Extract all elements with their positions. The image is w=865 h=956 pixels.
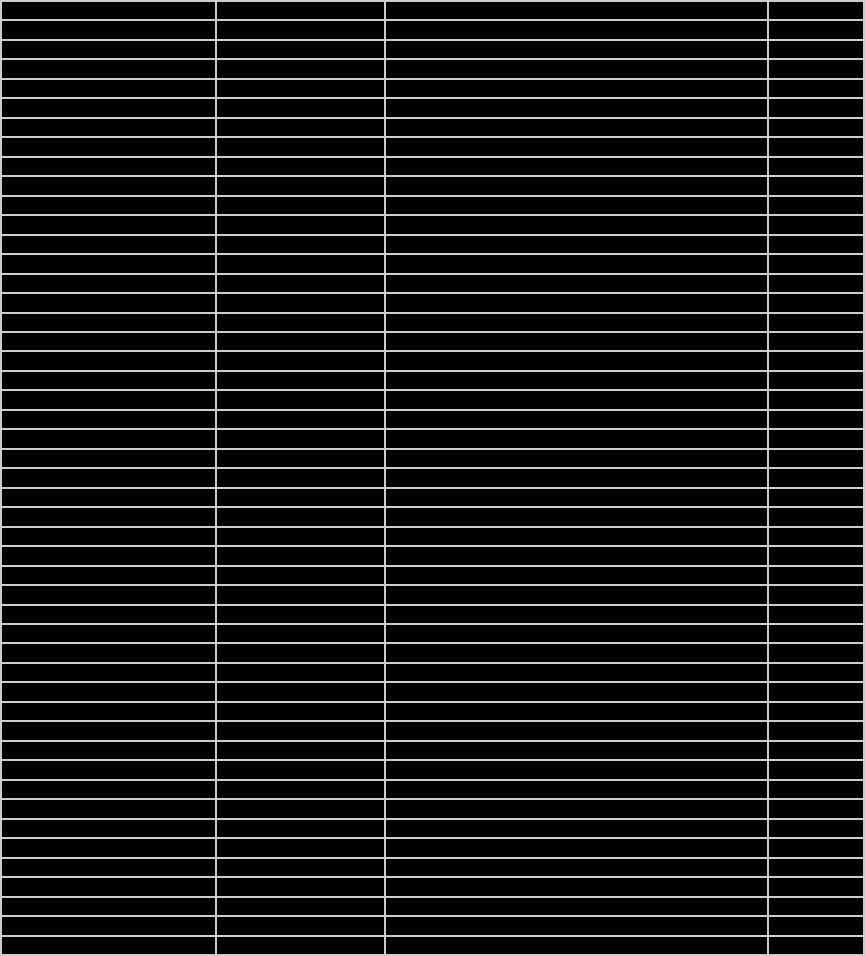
table-cell-r38-c3[interactable] [386, 722, 767, 739]
table-cell-r49-c3[interactable] [386, 937, 767, 954]
table-cell-r32-c3[interactable] [386, 606, 767, 623]
table-cell-r31-c2[interactable] [217, 586, 384, 603]
table-cell-r29-c2[interactable] [217, 547, 384, 564]
table-cell-r20-c1[interactable] [2, 372, 215, 389]
table-cell-r49-c1[interactable] [2, 937, 215, 954]
table-cell-r26-c3[interactable] [386, 489, 767, 506]
table-cell-r39-c3[interactable] [386, 742, 767, 759]
table-cell-r7-c2[interactable] [217, 119, 384, 136]
table-cell-r31-c3[interactable] [386, 586, 767, 603]
table-cell-r40-c3[interactable] [386, 761, 767, 778]
table-cell-r47-c3[interactable] [386, 898, 767, 915]
table-cell-r14-c3[interactable] [386, 255, 767, 272]
table-cell-r26-c2[interactable] [217, 489, 384, 506]
table-cell-r26-c1[interactable] [2, 489, 215, 506]
table-cell-r24-c2[interactable] [217, 450, 384, 467]
table-cell-r9-c4[interactable] [769, 158, 863, 175]
table-cell-r1-c2[interactable] [217, 2, 384, 19]
table-cell-r1-c1[interactable] [2, 2, 215, 19]
table-cell-r11-c2[interactable] [217, 197, 384, 214]
table-cell-r1-c3[interactable] [386, 2, 767, 19]
table-cell-r46-c1[interactable] [2, 878, 215, 895]
table-cell-r23-c1[interactable] [2, 430, 215, 447]
table-cell-r27-c4[interactable] [769, 508, 863, 525]
table-cell-r30-c2[interactable] [217, 567, 384, 584]
table-cell-r28-c3[interactable] [386, 528, 767, 545]
table-cell-r42-c1[interactable] [2, 800, 215, 817]
table-cell-r6-c3[interactable] [386, 99, 767, 116]
table-cell-r17-c4[interactable] [769, 314, 863, 331]
table-cell-r33-c1[interactable] [2, 625, 215, 642]
table-cell-r20-c2[interactable] [217, 372, 384, 389]
table-cell-r12-c2[interactable] [217, 216, 384, 233]
table-cell-r15-c4[interactable] [769, 275, 863, 292]
table-cell-r45-c1[interactable] [2, 859, 215, 876]
table-cell-r35-c3[interactable] [386, 664, 767, 681]
table-cell-r39-c1[interactable] [2, 742, 215, 759]
table-cell-r40-c2[interactable] [217, 761, 384, 778]
table-cell-r32-c4[interactable] [769, 606, 863, 623]
table-cell-r21-c2[interactable] [217, 391, 384, 408]
table-cell-r25-c1[interactable] [2, 469, 215, 486]
table-cell-r46-c2[interactable] [217, 878, 384, 895]
table-cell-r49-c4[interactable] [769, 937, 863, 954]
table-cell-r38-c2[interactable] [217, 722, 384, 739]
table-cell-r36-c2[interactable] [217, 683, 384, 700]
table-cell-r46-c3[interactable] [386, 878, 767, 895]
table-cell-r2-c1[interactable] [2, 21, 215, 38]
table-cell-r48-c1[interactable] [2, 917, 215, 934]
table-cell-r9-c2[interactable] [217, 158, 384, 175]
table-cell-r12-c3[interactable] [386, 216, 767, 233]
table-cell-r12-c4[interactable] [769, 216, 863, 233]
table-cell-r4-c1[interactable] [2, 60, 215, 77]
table-cell-r39-c2[interactable] [217, 742, 384, 759]
table-cell-r35-c2[interactable] [217, 664, 384, 681]
table-cell-r37-c3[interactable] [386, 703, 767, 720]
table-cell-r28-c4[interactable] [769, 528, 863, 545]
table-cell-r11-c4[interactable] [769, 197, 863, 214]
table-cell-r21-c3[interactable] [386, 391, 767, 408]
table-cell-r18-c1[interactable] [2, 333, 215, 350]
table-cell-r37-c2[interactable] [217, 703, 384, 720]
table-cell-r48-c4[interactable] [769, 917, 863, 934]
table-cell-r39-c4[interactable] [769, 742, 863, 759]
table-cell-r45-c2[interactable] [217, 859, 384, 876]
table-cell-r42-c3[interactable] [386, 800, 767, 817]
table-cell-r38-c1[interactable] [2, 722, 215, 739]
table-cell-r8-c1[interactable] [2, 138, 215, 155]
table-cell-r40-c1[interactable] [2, 761, 215, 778]
table-cell-r31-c4[interactable] [769, 586, 863, 603]
table-cell-r23-c2[interactable] [217, 430, 384, 447]
table-cell-r45-c3[interactable] [386, 859, 767, 876]
table-cell-r10-c1[interactable] [2, 177, 215, 194]
table-cell-r19-c4[interactable] [769, 352, 863, 369]
table-cell-r33-c4[interactable] [769, 625, 863, 642]
table-cell-r37-c1[interactable] [2, 703, 215, 720]
table-cell-r43-c2[interactable] [217, 820, 384, 837]
table-cell-r28-c1[interactable] [2, 528, 215, 545]
table-cell-r30-c4[interactable] [769, 567, 863, 584]
table-cell-r29-c3[interactable] [386, 547, 767, 564]
table-cell-r25-c3[interactable] [386, 469, 767, 486]
table-cell-r10-c3[interactable] [386, 177, 767, 194]
table-cell-r14-c2[interactable] [217, 255, 384, 272]
table-cell-r44-c2[interactable] [217, 839, 384, 856]
table-cell-r43-c3[interactable] [386, 820, 767, 837]
table-cell-r23-c3[interactable] [386, 430, 767, 447]
table-cell-r19-c1[interactable] [2, 352, 215, 369]
table-cell-r16-c4[interactable] [769, 294, 863, 311]
table-cell-r3-c4[interactable] [769, 41, 863, 58]
table-cell-r26-c4[interactable] [769, 489, 863, 506]
table-cell-r35-c4[interactable] [769, 664, 863, 681]
table-cell-r16-c2[interactable] [217, 294, 384, 311]
table-cell-r45-c4[interactable] [769, 859, 863, 876]
table-cell-r25-c2[interactable] [217, 469, 384, 486]
table-cell-r24-c1[interactable] [2, 450, 215, 467]
table-cell-r21-c1[interactable] [2, 391, 215, 408]
table-cell-r44-c3[interactable] [386, 839, 767, 856]
table-cell-r4-c4[interactable] [769, 60, 863, 77]
table-cell-r18-c3[interactable] [386, 333, 767, 350]
table-cell-r27-c3[interactable] [386, 508, 767, 525]
table-cell-r11-c3[interactable] [386, 197, 767, 214]
table-cell-r3-c1[interactable] [2, 41, 215, 58]
table-cell-r44-c1[interactable] [2, 839, 215, 856]
table-cell-r44-c4[interactable] [769, 839, 863, 856]
table-cell-r43-c4[interactable] [769, 820, 863, 837]
table-cell-r4-c2[interactable] [217, 60, 384, 77]
table-cell-r28-c2[interactable] [217, 528, 384, 545]
table-cell-r20-c4[interactable] [769, 372, 863, 389]
table-cell-r7-c3[interactable] [386, 119, 767, 136]
table-cell-r10-c2[interactable] [217, 177, 384, 194]
table-cell-r13-c4[interactable] [769, 236, 863, 253]
table-cell-r29-c1[interactable] [2, 547, 215, 564]
table-cell-r21-c4[interactable] [769, 391, 863, 408]
table-cell-r41-c1[interactable] [2, 781, 215, 798]
table-cell-r43-c1[interactable] [2, 820, 215, 837]
table-cell-r42-c4[interactable] [769, 800, 863, 817]
table-cell-r15-c2[interactable] [217, 275, 384, 292]
table-cell-r13-c1[interactable] [2, 236, 215, 253]
table-cell-r22-c2[interactable] [217, 411, 384, 428]
table-cell-r29-c4[interactable] [769, 547, 863, 564]
table-cell-r3-c3[interactable] [386, 41, 767, 58]
table-cell-r33-c2[interactable] [217, 625, 384, 642]
table-cell-r25-c4[interactable] [769, 469, 863, 486]
table-cell-r14-c4[interactable] [769, 255, 863, 272]
table-cell-r12-c1[interactable] [2, 216, 215, 233]
table-cell-r8-c2[interactable] [217, 138, 384, 155]
table-cell-r19-c2[interactable] [217, 352, 384, 369]
table-cell-r6-c4[interactable] [769, 99, 863, 116]
table-cell-r48-c2[interactable] [217, 917, 384, 934]
table-cell-r36-c1[interactable] [2, 683, 215, 700]
table-cell-r15-c1[interactable] [2, 275, 215, 292]
table-cell-r20-c3[interactable] [386, 372, 767, 389]
table-cell-r34-c4[interactable] [769, 644, 863, 661]
table-cell-r27-c2[interactable] [217, 508, 384, 525]
table-cell-r11-c1[interactable] [2, 197, 215, 214]
table-cell-r18-c4[interactable] [769, 333, 863, 350]
table-cell-r9-c3[interactable] [386, 158, 767, 175]
table-cell-r30-c3[interactable] [386, 567, 767, 584]
table-cell-r4-c3[interactable] [386, 60, 767, 77]
table-cell-r16-c1[interactable] [2, 294, 215, 311]
table-cell-r23-c4[interactable] [769, 430, 863, 447]
table-cell-r13-c2[interactable] [217, 236, 384, 253]
table-cell-r8-c4[interactable] [769, 138, 863, 155]
table-cell-r34-c3[interactable] [386, 644, 767, 661]
table-cell-r46-c4[interactable] [769, 878, 863, 895]
table-cell-r16-c3[interactable] [386, 294, 767, 311]
table-cell-r13-c3[interactable] [386, 236, 767, 253]
table-cell-r34-c1[interactable] [2, 644, 215, 661]
table-cell-r7-c1[interactable] [2, 119, 215, 136]
table-cell-r3-c2[interactable] [217, 41, 384, 58]
table-cell-r33-c3[interactable] [386, 625, 767, 642]
table-cell-r41-c3[interactable] [386, 781, 767, 798]
table-cell-r8-c3[interactable] [386, 138, 767, 155]
table-cell-r6-c2[interactable] [217, 99, 384, 116]
table-cell-r49-c2[interactable] [217, 937, 384, 954]
table-cell-r32-c2[interactable] [217, 606, 384, 623]
table-cell-r42-c2[interactable] [217, 800, 384, 817]
table-cell-r1-c4[interactable] [769, 2, 863, 19]
table-cell-r5-c4[interactable] [769, 80, 863, 97]
table-cell-r36-c4[interactable] [769, 683, 863, 700]
table-cell-r41-c2[interactable] [217, 781, 384, 798]
table-cell-r38-c4[interactable] [769, 722, 863, 739]
table-cell-r47-c4[interactable] [769, 898, 863, 915]
table-cell-r22-c1[interactable] [2, 411, 215, 428]
table-cell-r34-c2[interactable] [217, 644, 384, 661]
table-cell-r9-c1[interactable] [2, 158, 215, 175]
table-cell-r22-c4[interactable] [769, 411, 863, 428]
table-cell-r14-c1[interactable] [2, 255, 215, 272]
table-cell-r36-c3[interactable] [386, 683, 767, 700]
table-cell-r2-c2[interactable] [217, 21, 384, 38]
table-cell-r47-c1[interactable] [2, 898, 215, 915]
table-cell-r17-c2[interactable] [217, 314, 384, 331]
table-cell-r5-c1[interactable] [2, 80, 215, 97]
table-cell-r5-c3[interactable] [386, 80, 767, 97]
table-cell-r17-c3[interactable] [386, 314, 767, 331]
table-cell-r24-c4[interactable] [769, 450, 863, 467]
table-cell-r7-c4[interactable] [769, 119, 863, 136]
table-cell-r18-c2[interactable] [217, 333, 384, 350]
table-cell-r32-c1[interactable] [2, 606, 215, 623]
table-cell-r35-c1[interactable] [2, 664, 215, 681]
table-cell-r6-c1[interactable] [2, 99, 215, 116]
table-cell-r10-c4[interactable] [769, 177, 863, 194]
table-cell-r5-c2[interactable] [217, 80, 384, 97]
table-cell-r19-c3[interactable] [386, 352, 767, 369]
table-cell-r37-c4[interactable] [769, 703, 863, 720]
table-cell-r48-c3[interactable] [386, 917, 767, 934]
table-cell-r15-c3[interactable] [386, 275, 767, 292]
table-cell-r2-c4[interactable] [769, 21, 863, 38]
table-cell-r27-c1[interactable] [2, 508, 215, 525]
table-cell-r30-c1[interactable] [2, 567, 215, 584]
table-cell-r41-c4[interactable] [769, 781, 863, 798]
table-cell-r2-c3[interactable] [386, 21, 767, 38]
table-cell-r47-c2[interactable] [217, 898, 384, 915]
table-cell-r40-c4[interactable] [769, 761, 863, 778]
table-cell-r31-c1[interactable] [2, 586, 215, 603]
table-cell-r22-c3[interactable] [386, 411, 767, 428]
table-cell-r17-c1[interactable] [2, 314, 215, 331]
table-cell-r24-c3[interactable] [386, 450, 767, 467]
